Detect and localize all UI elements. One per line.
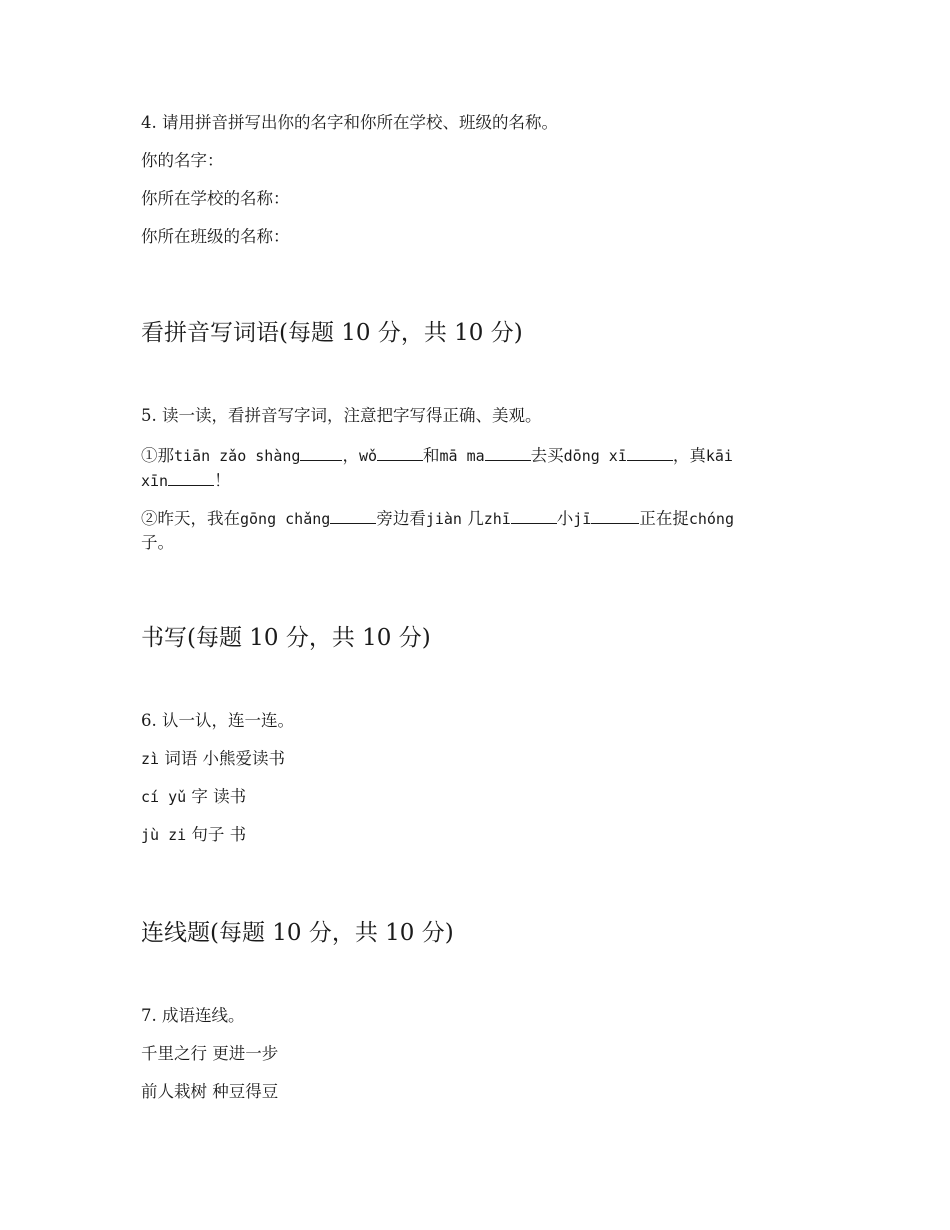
text-segment: 去买 bbox=[530, 446, 564, 465]
text-segment: 正在捉 bbox=[639, 509, 689, 528]
answer-blank[interactable] bbox=[485, 444, 531, 461]
q7-prompt: 7. 成语连线。 bbox=[141, 1006, 245, 1025]
q6-prompt: 6. 认一认，连一连。 bbox=[141, 711, 294, 730]
answer-blank[interactable] bbox=[591, 507, 639, 524]
answer-blank[interactable] bbox=[627, 444, 673, 461]
q5-sentence-1 bbox=[141, 444, 733, 467]
pinyin-segment: xīn bbox=[141, 472, 169, 490]
pinyin-segment: tiān zǎo shàng bbox=[174, 447, 301, 465]
pinyin-segment: chóng bbox=[688, 510, 734, 528]
section-heading-pinyin-words: 看拼音写词语(每题 10 分，共 10 分) bbox=[141, 320, 523, 346]
pinyin-segment: gōng chǎng bbox=[240, 510, 331, 528]
text-segment: 几 bbox=[467, 509, 484, 528]
answer-blank[interactable] bbox=[377, 444, 423, 461]
pinyin-segment: jī bbox=[573, 510, 592, 528]
q4-prompt: 4. 请用拼音拼写出你的名字和你所在学校、班级的名称。 bbox=[141, 113, 558, 132]
section-heading-writing: 书写(每题 10 分，共 10 分) bbox=[141, 625, 431, 651]
answer-blank[interactable] bbox=[300, 444, 342, 461]
match-items: 字 读书 bbox=[191, 787, 247, 806]
text-segment: ！ bbox=[214, 471, 231, 490]
q7-row: 千里之行 更进一步 bbox=[141, 1044, 279, 1063]
q4-school-label: 你所在学校的名称： bbox=[141, 189, 290, 208]
answer-blank[interactable] bbox=[168, 469, 214, 486]
answer-blank[interactable] bbox=[511, 507, 557, 524]
pinyin-segment: jù zi bbox=[141, 826, 187, 844]
match-items: 词语 小熊爱读书 bbox=[164, 749, 286, 768]
match-items: 句子 书 bbox=[191, 825, 247, 844]
text-segment: ①那 bbox=[141, 446, 174, 465]
q6-row bbox=[141, 824, 246, 846]
pinyin-segment: mā ma bbox=[439, 447, 485, 465]
q4-name-label: 你的名字： bbox=[141, 151, 224, 170]
pinyin-segment: zì bbox=[141, 750, 160, 768]
text-segment: 小 bbox=[556, 509, 574, 528]
text-segment: ， bbox=[342, 446, 359, 465]
pinyin-segment: dōng xī bbox=[563, 447, 627, 465]
pinyin-segment: kāi bbox=[705, 447, 733, 465]
pinyin-segment: zhī bbox=[483, 510, 511, 528]
pinyin-segment: wǒ bbox=[358, 447, 377, 465]
section-heading-matching: 连线题(每题 10 分，共 10 分) bbox=[141, 920, 454, 946]
q5-sentence-2-continued: 子。 bbox=[141, 533, 174, 552]
q5-sentence-2 bbox=[141, 507, 734, 530]
q5-sentence-1-continued bbox=[141, 469, 231, 492]
q4-class-label: 你所在班级的名称： bbox=[141, 227, 290, 246]
text-segment: ②昨天，我在 bbox=[141, 509, 240, 528]
text-segment: ，真 bbox=[672, 446, 706, 465]
q6-row bbox=[141, 786, 246, 808]
pinyin-segment: jiàn bbox=[425, 510, 462, 528]
text-segment: 旁边看 bbox=[376, 509, 426, 528]
answer-blank[interactable] bbox=[330, 507, 376, 524]
text-segment: 和 bbox=[423, 446, 440, 465]
q6-row bbox=[141, 748, 285, 770]
q7-row: 前人栽树 种豆得豆 bbox=[141, 1082, 279, 1101]
q5-prompt: 5. 读一读，看拼音写字词，注意把字写得正确、美观。 bbox=[141, 406, 542, 425]
pinyin-segment: cí yǔ bbox=[141, 788, 187, 806]
